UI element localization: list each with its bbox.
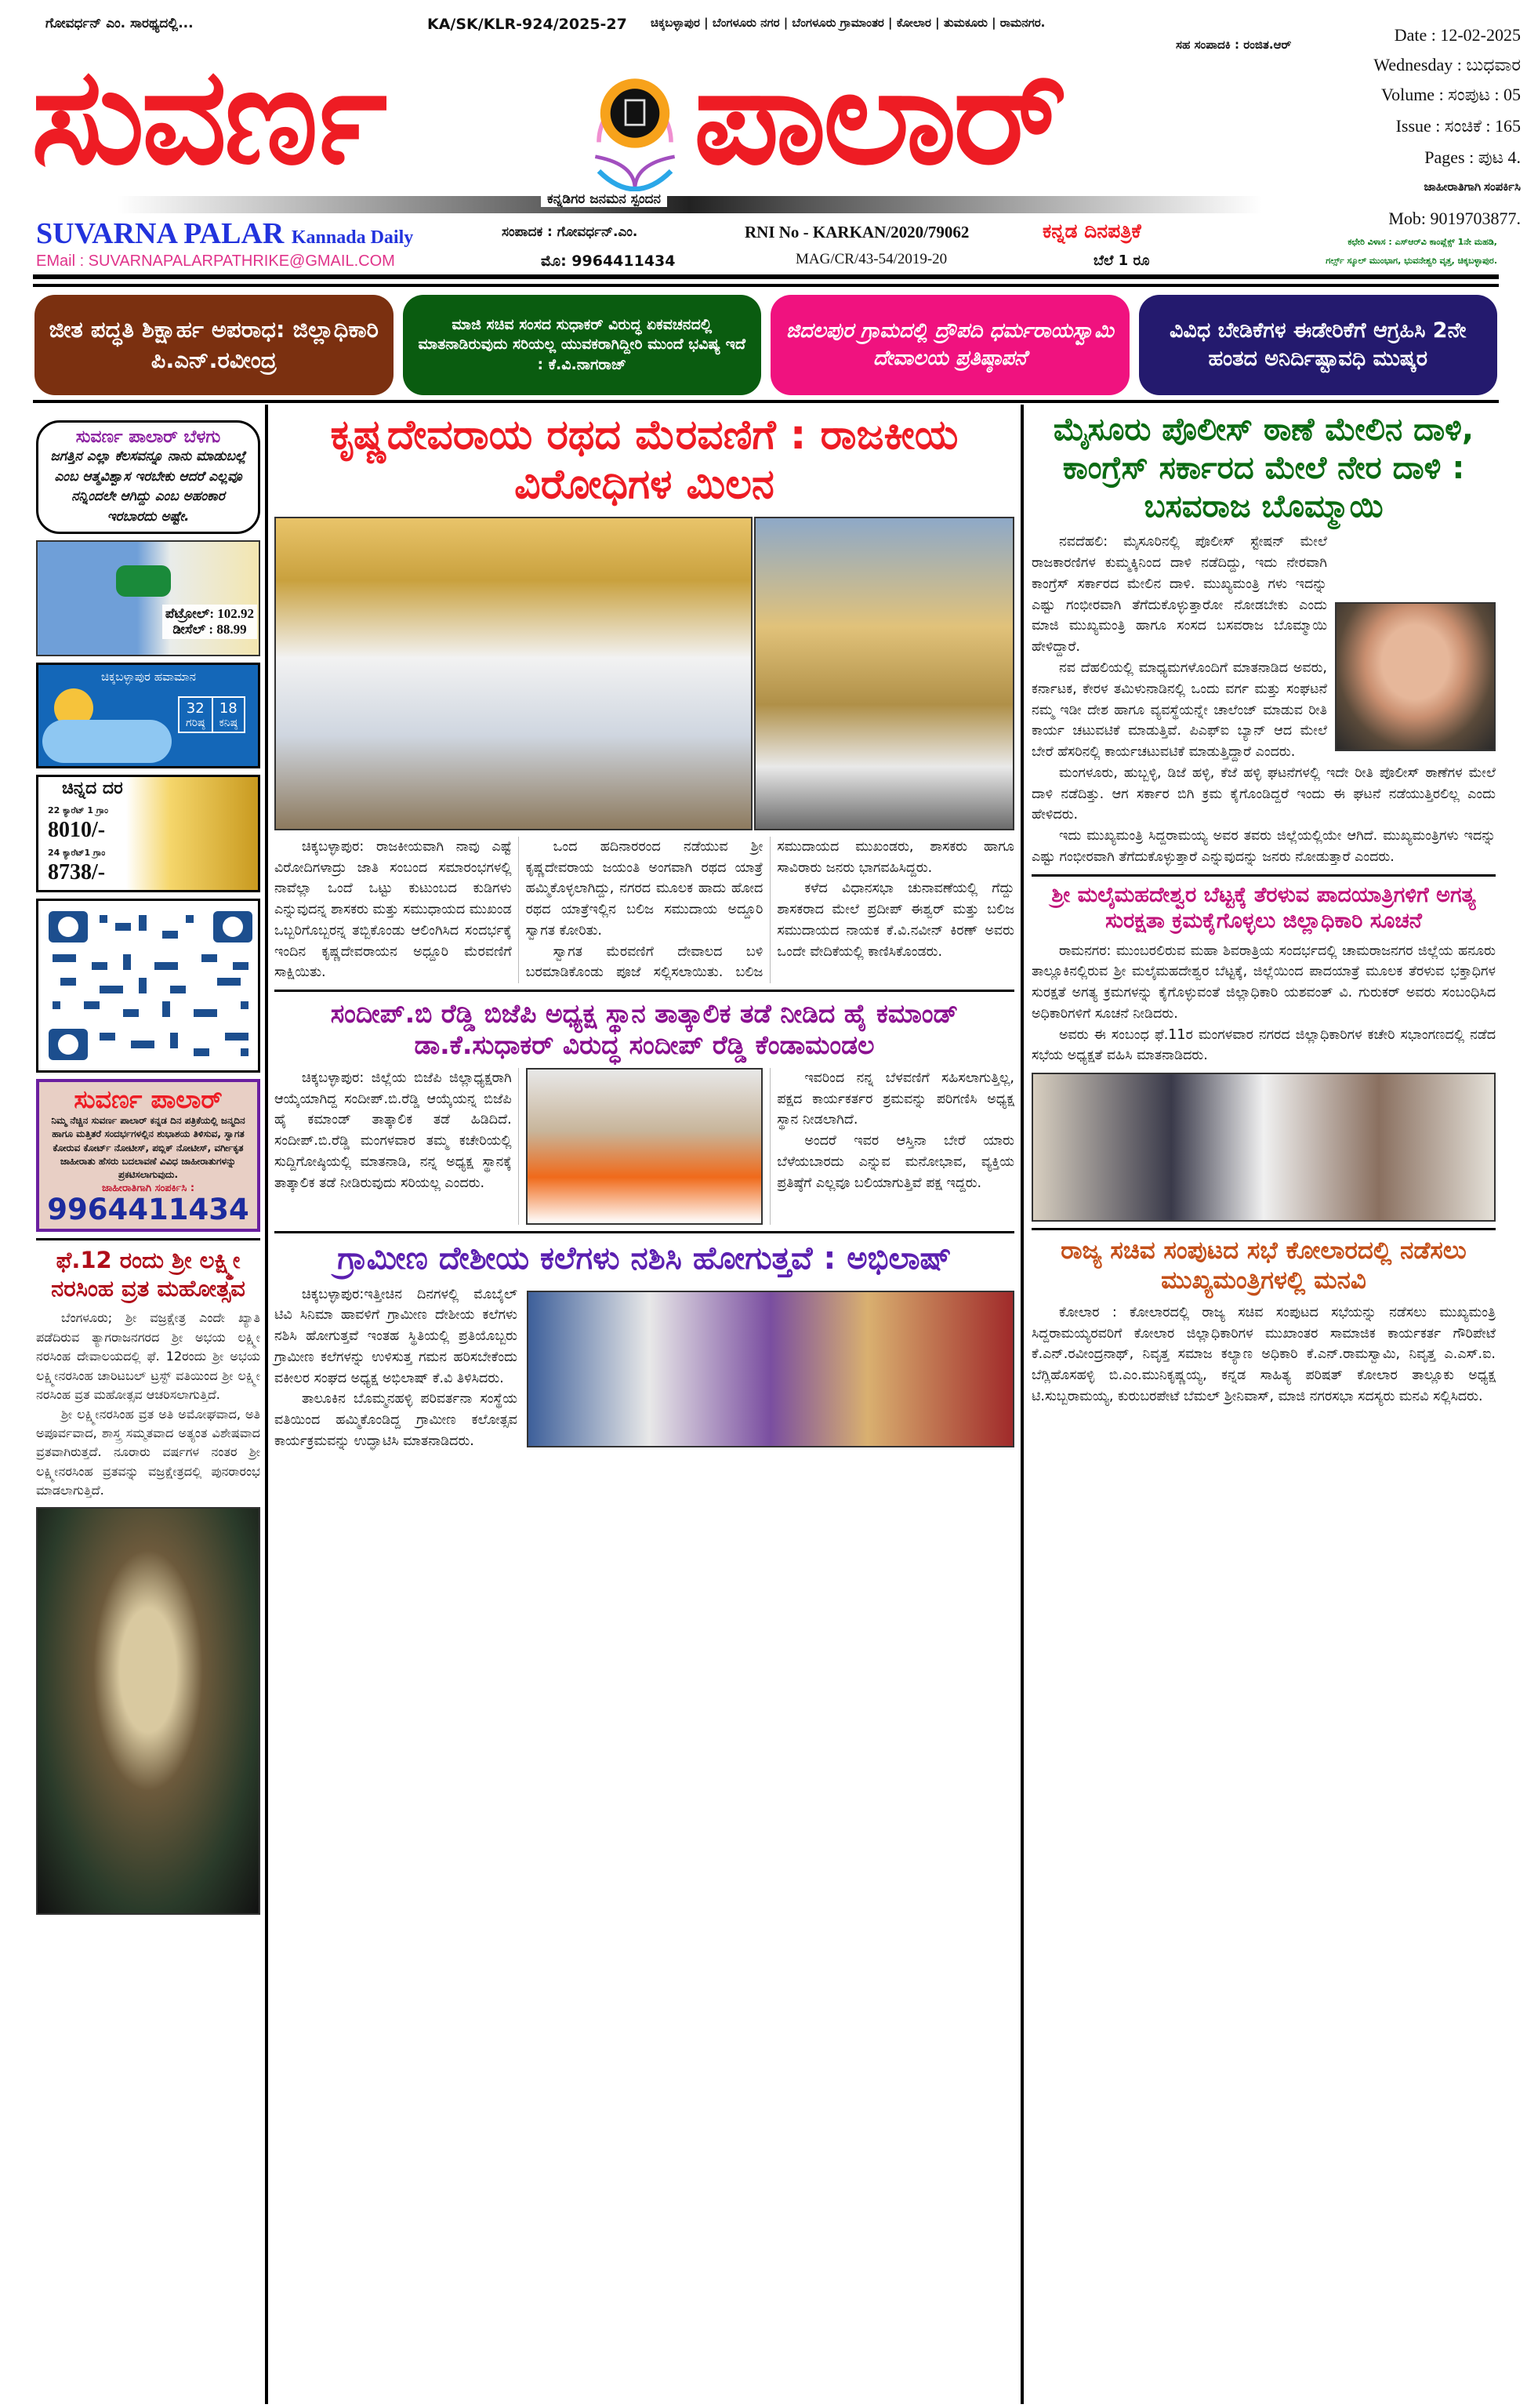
districts-line: ಚಿಕ್ಕಬಳ್ಳಾಪುರ | ಬೆಂಗಳೂರು ನಗರ | ಬೆಂಗಳೂರು ಗ್ರಾಮಾಂತರ | ಕೋಲಾರ | ತುಮಕೂರು | ರಾಮನಗರ. xyxy=(651,16,1046,30)
bommai-paragraph: ಮಂಗಳೂರು, ಹುಬ್ಬಳ್ಳಿ, ಡಿಜೆ ಹಳ್ಳಿ, ಕೆಜೆ ಹಳ್ಳಿ ಘಟನೆಗಳಲ್ಲಿ ಇದೇ ರೀತಿ ಪೊಲೀಸ್ ಠಾಣೆಗಳ ಮೇಲೆ ದಾಳಿ ನಡೆದಿತ್ತು. ಆಗ ಸರ್ಕಾರ ಬಿಗಿ ಕ್ರಮ ಕೈಗೊಂಡಿದ್ದರೆ ಇಂದು ಈ ಘಟನೆ ನಡೆಯುತ್ತಿರಲಿಲ್ಲ ಎಂದು ಹೇಳಿದರು. xyxy=(1032,765,1496,823)
sandeep-paragraph: ಇವರಿಂದ ನನ್ನ ಬೆಳವಣಿಗೆ ಸಹಿಸಲಾಗುತ್ತಿಲ್ಲ, ಪಕ್ಷದ ಕಾರ್ಯಕರ್ತರ ಶ್ರಮವನ್ನು ಪರಿಗಣಿಸಿ ಅಧ್ಯಕ್ಷ ಸ್ಥಾನ ನೀಡಲಾಗಿದೆ. xyxy=(777,1070,1014,1128)
registration-number: KA/SK/KLR-924/2025-27 xyxy=(427,16,627,33)
tagline-bar xyxy=(118,196,1262,213)
ad-contact-label: ಜಾಹೀರಾತಿಗಾಗಿ ಸಂಪರ್ಕಿಸಿ : xyxy=(101,1182,195,1194)
co-editor: ಸಹ ಸಂಪಾದಕಿ : ರಂಜಿತ.ಆರ್ xyxy=(1176,38,1292,52)
sandeep-paragraph: ಅಂದರೆ ಇವರ ಆಸ್ತಿನಾ ಬೇರೆ ಯಾರು ಬೆಳೆಯಬಾರದು ಎನ್ನುವ ಮನೋಭಾವ, ವ್ಯಕ್ತಿಯ ಪ್ರತಿಷ್ಠೆಗೆ ಎಲ್ಲವೂ ಬಲಿಯಾಗುತ್ತಿವೆ ಪಕ್ಷ ಇದ್ದರು. xyxy=(777,1133,1014,1191)
lead-paragraph: ಕಳೆದ ವಿಧಾನಸಭಾ ಚುನಾವಣೆಯಲ್ಲಿ ಗೆದ್ದು ಶಾಸಕರಾದ ಮೇಲೆ ಪ್ರದೀಪ್ ಈಶ್ವರ್ ಮತ್ತು ಬಲಿಜ ಸಮುದಾಯದ ನಾಯಕ ಕೆ.ವಿ.ನವೀನ್ ಕಿರಣ್ ಅವರು ಒಂದೇ ವೇದಿಕೆಯಲ್ಲಿ ಕಾಣಿಸಿಕೊಂಡರು. xyxy=(777,881,1014,960)
gold-price-box xyxy=(36,775,260,892)
meeting-photo xyxy=(1032,1073,1496,1222)
teaser-rule xyxy=(33,400,1499,403)
columnist-line: ಗೋವರ್ಧನ್ ಎಂ. ಸಾರಥ್ಯದಲ್ಲಿ... xyxy=(45,16,194,31)
fuel-price-box xyxy=(36,540,260,656)
gramina-paragraph: ಚಿಕ್ಕಬಳ್ಳಾಪುರ:ಇತ್ತೀಚಿನ ದಿನಗಳಲ್ಲಿ ಮೊಬೈಲ್ ಟಿವಿ ಸಿನಿಮಾ ಹಾವಳಿಗೆ ಗ್ರಾಮೀಣ ದೇಶೀಯ ಕಲೆಗಳು ನಶಿಸಿ ಹೋಗುತ್ತವೆ ಇಂತಹ ಸ್ಥಿತಿಯಲ್ಲಿ ಪ್ರತಿಯೊಬ್ಬರು ಗ್ರಾಮೀಣ ಕಲೆಗಳನ್ನು ಉಳಿಸುತ್ತ ಗಮನ ಹರಿಸಬೇಕೆಂದು ವಕೀಲರ ಸಂಘದ ಅಧ್ಯಕ್ಷ ಅಭಿಲಾಷ್ ಕೆ.ವಿ ತಿಳಿಸಿದರು. xyxy=(274,1286,517,1386)
price: ಬೆಲೆ 1 ರೂ xyxy=(1094,252,1150,269)
english-subtitle: Kannada Daily xyxy=(291,227,414,248)
masthead-right: ಪಾಲಾರ್ xyxy=(694,39,1065,194)
thought-text: ಜಗತ್ತಿನ ಎಲ್ಲಾ ಕೆಲಸವನ್ನೂ ನಾನು ಮಾಡುಬಲ್ಲೆ ಎಂಬ ಆತ್ಮವಿಶ್ವಾಸ ಇರಬೇಕು ಆದರೆ ಎಲ್ಲವೂ ನನ್ನಿಂದಲೇ ಆಗಿದ್ದು ಎಂಬ ಅಹಂಕಾರ ಇರಬಾರದು ಅಷ್ಟೇ. xyxy=(50,449,246,525)
sidebar-rule xyxy=(36,1238,260,1240)
bommai-headline[interactable]: ಮೈಸೂರು ಪೊಲೀಸ್ ಠಾಣೆ ಮೇಲಿನ ದಾಳಿ, ಕಾಂಗ್ರೆಸ್ ಸರ್ಕಾರದ ಮೇಲೆ ನೇರ ದಾಳಿ : ಬಸವರಾಜ ಬೊಮ್ಮಾಯಿ xyxy=(1053,412,1474,525)
bommai-paragraph: ನವದೆಹಲಿ: ಮೈಸೂರಿನಲ್ಲಿ ಪೊಲೀಸ್ ಸ್ಟೇಷನ್ ಮೇಲೆ ರಾಜಕಾರಣಿಗಳ ಕುಮ್ಮಕ್ಕಿನಿಂದ ದಾಳಿ ನಡೆದಿದ್ದು, ಇದು ನೇರವಾಗಿ ಕಾಂಗ್ರೆಸ್ ಸರ್ಕಾರದ ಮೇಲಿನ ದಾಳಿ. ಮುಖ್ಯಮಂತ್ರಿ ಗಳು ಇದನ್ನು ಎಷ್ಟು ಗಂಭೀರವಾಗಿ ತೆಗೆದುಕೊಳ್ಳುತ್ತಾರೋ ನೋಡಬೇಕು ಎಂದು ಮಾಜಿ ಮುಖ್ಯಮಂತ್ರಿ ಹಾಗೂ ಸಂಸದ ಬಸವರಾಜ ಬೊಮ್ಮಾಯಿ ಹೇಳಿದ್ದಾರೆ. xyxy=(1032,534,1327,656)
advertisement-box xyxy=(36,1079,260,1232)
lead-paragraph: ಸ್ವಾಗತ ಮೆರವಣಿಗೆ ದೇವಾಲದ ಬಳಿ ಬರಮಾಡಿಕೊಂಡು ಪೂಜೆ ಸಲ್ಲಿಸಲಾಯಿತು. ಬಲಿಜ ಸಮುದಾಯದ ಮುಖಂಡರು, ಶಾಸಕರು ಹಾಗೂ ಸಾವಿರಾರು ಜನರು ಭಾಗವಹಿಸಿದ್ದರು. xyxy=(525,838,1014,981)
office-address-2: ಗರ್ಲ್ಸ್ ಸ್ಕೂಲ್ ಮುಂಭಾಗ, ಭುವನೇಶ್ವರಿ ವೃತ್ತ, ಚಿಕ್ಕಬಳ್ಳಾಪುರ. xyxy=(1326,256,1497,266)
weather-title: ಚಿಕ್ಕಬಳ್ಳಾಪುರ ಹವಾಮಾನ xyxy=(101,670,196,684)
left-sidebar xyxy=(33,405,268,2404)
issue-date: Date : 12-02-2025 xyxy=(1394,25,1521,45)
masthead-left: ಸುವರ್ಣ xyxy=(31,39,385,194)
gold-title: ಚಿನ್ನದ ದರ xyxy=(62,779,123,798)
editor-phone: ಮೊ: 9964411434 xyxy=(541,252,676,270)
gold24-price: 8738/- xyxy=(48,860,106,884)
volume: Volume : ಸಂಪುಟ : 05 xyxy=(1381,85,1521,104)
max-label: ಗರಿಷ್ಠ xyxy=(186,717,205,729)
english-name: SUVARNA PALAR xyxy=(36,217,285,250)
rajya-paragraph: ಕೋಲಾರ : ಕೋಲಾರದಲ್ಲಿ ರಾಜ್ಯ ಸಚಿವ ಸಂಪುಟದ ಸಭೆಯನ್ನು ನಡೆಸಲು ಮುಖ್ಯಮಂತ್ರಿ ಸಿದ್ದರಾಮಯ್ಯರವರಿಗೆ ಕೋಲಾರ ಜಿಲ್ಲಾಧಿಕಾರಿಗಳ ಮುಖಾಂತರ ಸಾಮಾಜಿಕ ಕಾರ್ಯಕರ್ತ ಗೌರಿಪೇಟೆ ಕೆ.ಎನ್.ರವೀಂದ್ರನಾಥ್, ನಿವೃತ್ತ ಸಮಾಜ ಕಲ್ಯಾಣ ಅಧಿಕಾರಿ ಕೆ.ಎನ್.ರಾಮಸ್ವಾಮಿ, ನಿವೃತ್ತ ಎ.ಎಸ್.ಐ. ಬೆಗ್ಲಿಹೊಸಹಳ್ಳಿ ಬಿ.ಎಂ.ಮುನಿಕೃಷ್ಣಯ್ಯ, ಕನ್ನಡ ಸಾಹಿತ್ಯ ಪರಿಷತ್ ಕೋಲಾರ ತಾಲ್ಲೂಕು ಅಧ್ಯಕ್ಷ ಟಿ.ಸುಬ್ಬರಾಮಯ್ಯ, ಕುರುಬರಪೇಟೆ ಬೆಮಲ್ ಶ್ರೀನಿವಾಸ್, ಮಾಜಿ ನಗರಸಭಾ ಸದಸ್ಯರು ಮನವಿ ಸಲ್ಲಿಸಿದರು. xyxy=(1032,1304,1496,1404)
teaser-box[interactable]: ಜಿದಲಪುರ ಗ್ರಾಮದಲ್ಲಿ ದ್ರೌಪದಿ ಧರ್ಮರಾಯಸ್ವಾಮಿ ದೇವಾಲಯ ಪ್ರತಿಷ್ಠಾಪನೆ xyxy=(771,295,1130,395)
rni-number: RNI No - KARKAN/2020/79062 xyxy=(745,223,970,242)
article-rule xyxy=(274,1231,1014,1233)
email-link[interactable]: EMail : SUVARNAPALARPATHRIKE@GMAIL.COM xyxy=(36,252,395,270)
bommai-paragraph: ಇದು ಮುಖ್ಯಮಂತ್ರಿ ಸಿದ್ದರಾಮಯ್ಯ ಅವರ ತವರು ಜಿಲ್ಲೆಯಲ್ಲಿಯೇ ಆಗಿದೆ. ಮುಖ್ಯಮಂತ್ರಿಗಳು ಇದನ್ನು ಎಷ್ಟು ಗಂಭೀರವಾಗಿ ತೆಗೆದುಕೊಳ್ಳುತ್ತಾರೆ ಎನ್ನುವುದನ್ನು ಜನರು ನೋಡುತ್ತಾರೆ ಎಂದರು. xyxy=(1032,828,1496,865)
cloud-icon xyxy=(42,720,172,763)
english-title xyxy=(36,216,413,251)
mobile-number: Mob: 9019703877. xyxy=(1388,209,1521,228)
teaser-box[interactable]: ಮಾಜಿ ಸಚಿವ ಸಂಸದ ಸುಧಾಕರ್ ವಿರುದ್ಧ ಏಕವಚನದಲ್ಲಿ ಮಾತನಾಡಿರುವುದು ಸರಿಯಲ್ಲ ಯುವಕರಾಗಿದ್ದೀರಿ ಮುಂದೆ ಭವಿಷ್ಯ ಇದೆ : ಕೆ.ವಿ.ನಾಗರಾಜ್ xyxy=(403,295,762,395)
article-rule xyxy=(1032,1228,1496,1230)
procession-photo-2 xyxy=(754,517,1014,830)
gold22-label: 22 ಕ್ಯಾರೆಟ್ 1 ಗ್ರಾಂ xyxy=(48,805,109,815)
article-rule xyxy=(274,990,1014,992)
sandeep-photo xyxy=(526,1068,764,1225)
ad-text: ನಿಮ್ಮ ನೆಚ್ಚಿನ ಸುವರ್ಣ ಪಾಲಾರ್ ಕನ್ನಡ ದಿನ ಪತ್ರಿಕೆಯಲ್ಲಿ ಜನ್ಮದಿನ ಹಾಗೂ ಮತ್ತಿತರೆ ಸಂದರ್ಭಗಳಲ್ಲಿನ ಶುಭಾಶಯ ತಿಳಿಸುವ, ಸ್ವಾಗತ ಕೋರುವ ಕೋರ್ಟ್ ನೋಟೀಸ್, ಪಬ್ಲಿಕ್ ನೋಟೀಸ್, ವರ್ಗೀಕೃತ ಜಾಹೀರಾತು ಹೆಸರು ಬದಲಾವಣೆ ವಿವಿಧ ಜಾಹೀರಾತುಗಳನ್ನು ಪ್ರಕಟಿಸಲಾಗುವುದು. xyxy=(51,1114,245,1181)
header-rule xyxy=(33,284,1499,287)
bommai-paragraph: ನವ ದೆಹಲಿಯಲ್ಲಿ ಮಾಧ್ಯಮಗಳೊಂದಿಗೆ ಮಾತನಾಡಿದ ಅವರು, ಕರ್ನಾಟಕ, ಕೇರಳ ತಮಿಳುನಾಡಿನಲ್ಲಿ ಒಂದು ವರ್ಗ ಮತ್ತು ಸಂಘಟನೆ ನಮ್ಮ ಇಡೀ ದೇಶ ಹಾಗೂ ವ್ಯವಸ್ಥೆಯನ್ನೇ ಚಾಲೆಂಜ್ ಮಾಡುವ ರೀತಿ ಕಾರ್ಯ ಚಟುವಟಿಕೆ ಮಾಡುತ್ತಿವೆ. ಪಿಎಫ್ಐ ಬ್ಯಾನ್ ಆದ ಮೇಲೆ ಬೇರೆ ಹೆಸರಿನಲ್ಲಿ ಕಾರ್ಯಚಟುವಟಿಕೆ ಮಾಡುತ್ತಿದ್ದಾರೆ ಎಂದರು. xyxy=(1032,659,1327,761)
editor-name: ಸಂಪಾದಕ : ಗೋವರ್ಧನ್.ಎಂ. xyxy=(502,224,638,240)
malle-paragraph: ರಾಮನಗರ: ಮುಂಬರಲಿರುವ ಮಹಾ ಶಿವರಾತ್ರಿಯ ಸಂದರ್ಭದಲ್ಲಿ ಚಾಮರಾಜನಗರ ಜಿಲ್ಲೆಯ ಹನೂರು ತಾಲ್ಲೂಕಿನಲ್ಲಿರುವ ಶ್ರೀ ಮಲೈಮಹದೇಶ್ವರ ಬೆಟ್ಟಕ್ಕೆ, ಜಿಲ್ಲೆಯಿಂದ ಪಾದಯಾತ್ರೆ ಮೂಲಕ ತೆರಳುವ ಭಕ್ತಾಧಿಗಳ ಸುರಕ್ಷತೆ ಅಗತ್ಯ ಕ್ರಮಗಳನ್ನು ಕೈಗೊಳ್ಳುವಂತೆ ಜಿಲ್ಲಾಧಿಕಾರಿ ಯಶವಂತ್ ವಿ. ಗುರುಕರ್ ಅವರು ಸಂಬಂಧಿಸಿದ ಅಧಿಕಾರಿಗಳಿಗೆ ಸೂಚನೆ ನೀಡಿದರು. xyxy=(1032,942,1496,1022)
lead-headline[interactable]: ಕೃಷ್ಣದೇವರಾಯ ರಥದ ಮೆರವಣಿಗೆ : ರಾಜಕೀಯ ವಿರೋಧಿಗಳ ಮಿಲನ xyxy=(330,412,959,509)
mag-number: MAG/CR/43-54/2019-20 xyxy=(796,251,948,267)
teaser-row xyxy=(33,292,1499,398)
teaser-box[interactable]: ವಿವಿಧ ಬೇಡಿಕೆಗಳ ಈಡೇರಿಕೆಗೆ ಆಗ್ರಹಿಸಿ 2ನೇ ಹಂತದ ಅನಿರ್ದಿಷ್ಟಾವಧಿ ಮುಷ್ಕರ xyxy=(1139,295,1498,395)
max-temp: 32 xyxy=(186,700,205,717)
tagline: ಕನ್ನಡಿಗರ ಜನಮನ ಸ್ಪಂದನ xyxy=(541,191,667,207)
procession-photo-1 xyxy=(274,517,753,830)
deity-photo xyxy=(36,1507,260,1915)
teaser-box[interactable]: ಜೀತ ಪದ್ಧತಿ ಶಿಕ್ಷಾರ್ಹ ಅಪರಾಧ: ಜಿಲ್ಲಾಧಿಕಾರಿ ಪಿ.ಎನ್.ರವೀಂದ್ರ xyxy=(34,295,394,395)
right-column xyxy=(1024,405,1499,1415)
sidebar-story-paragraph: ಬೆಂಗಳೂರು; ಶ್ರೀ ವಜ್ರಕ್ಷೇತ್ರ ಎಂದೇ ಖ್ಯಾತಿ ಪಡೆದಿರುವ ತ್ಯಾಗರಾಜನಗರದ ಶ್ರೀ ಅಭಯ ಲಕ್ಷ್ಮೀ ನರಸಿಂಹ ದೇವಾಲಯದಲ್ಲಿ ಫೆ. 12ರಂದು ಶ್ರೀ ಅಭಯ ಲಕ್ಷ್ಮೀನರಸಿಂಹ ಚಾರಿಟಬಲ್ ಟ್ರಸ್ಟ್ ವತಿಯಿಂದ ಶ್ರೀ ಲಕ್ಷ್ಮೀ ನರಸಿಂಹ ವ್ರತ ಮಹೋತ್ಸವ ಆಚರಿಸಲಾಗುತ್ತಿದೆ. xyxy=(36,1310,260,1403)
fuel-nozzle-icon xyxy=(116,565,171,597)
page-count: Pages : ಪುಟ 4. xyxy=(1424,147,1521,167)
thought-title: ಸುವರ್ಣ ಪಾಲಾರ್ ಬೆಳಗು xyxy=(75,427,221,447)
gramina-headline[interactable]: ಗ್ರಾಮೀಣ ದೇಶೀಯ ಕಲೆಗಳು ನಶಿಸಿ ಹೋಗುತ್ತವೆ : ಅಭಿಲಾಷ್ xyxy=(337,1240,952,1277)
min-temp: 18 xyxy=(219,700,238,717)
article-rule xyxy=(1032,874,1496,877)
kannada-daily: ಕನ್ನಡ ದಿನಪತ್ರಿಕೆ xyxy=(1043,220,1141,242)
malle-headline[interactable]: ಶ್ರೀ ಮಲೈಮಹದೇಶ್ವರ ಬೆಟ್ಟಕ್ಕೆ ತೆರಳುವ ಪಾದಯಾತ್ರಿಗಳಿಗೆ ಅಗತ್ಯ ಸುರಕ್ಷತಾ ಕ್ರಮಕೈಗೊಳ್ಳಲು ಜಿಲ್ಲಾಧಿಕಾರಿ ಸೂಚನೆ xyxy=(1051,882,1476,933)
gramina-photo xyxy=(527,1291,1014,1447)
petrol-price: ಪೆಟ್ರೋಲ್: 102.92 xyxy=(165,606,254,621)
diesel-price: ಡೀಸೆಲ್ : 88.99 xyxy=(172,622,247,637)
malle-paragraph: ಅವರು ಈ ಸಂಬಂಧ ಫೆ.11ರ ಮಂಗಳವಾರ ನಗರದ ಜಿಲ್ಲಾಧಿಕಾರಿಗಳ ಕಚೇರಿ ಸಭಾಂಗಣದಲ್ಲಿ ನಡೆದ ಸಭೆಯ ಅಧ್ಯಕ್ಷತೆ ವಹಿಸಿ ಮಾತನಾಡಿದರು. xyxy=(1032,1026,1496,1064)
ad-phone[interactable]: 9964411434 xyxy=(47,1192,249,1226)
sandeep-headline[interactable]: ಸಂದೀಪ್.ಬಿ ರೆಡ್ಡಿ ಬಿಜೆಪಿ ಅಧ್ಯಕ್ಷ ಸ್ಥಾನ ತಾತ್ಕಾಲಿಕ ತಡೆ ನೀಡಿದ ಹೈ ಕಮಾಂಡ್ ಡಾ.ಕೆ.ಸುಧಾಕರ್ ವಿರುದ್ಧ ಸಂದೀಪ್ ರೆಡ್ಡಿ ಕೆಂಡಾಮಂಡಲ xyxy=(330,998,959,1061)
ad-title: ಸುವರ್ಣ ಪಾಲಾರ್ xyxy=(74,1084,223,1114)
qr-code[interactable] xyxy=(36,899,260,1073)
weather-box xyxy=(36,663,260,768)
sandeep-paragraph: ಚಿಕ್ಕಬಳ್ಳಾಪುರ: ಜಿಲ್ಲೆಯ ಬಿಜೆಪಿ ಜಿಲ್ಲಾಧ್ಯಕ್ಷರಾಗಿ ಆಯ್ಕೆಯಾಗಿದ್ದ ಸಂದೀಪ್.ಬಿ.ರೆಡ್ಡಿ ಆಯ್ಕೆಯನ್ನ ಬಿಜೆಪಿ ಹೈ ಕಮಾಂಡ್ ತಾತ್ಕಾಲಿಕ ತಡೆ ಹಿಡಿದಿದೆ. ಸಂದೀಪ್.ಬಿ.ರೆಡ್ಡಿ ಮಂಗಳವಾರ ತಮ್ಮ ಕಚೇರಿಯಲ್ಲಿ ಸುದ್ದಿಗೋಷ್ಠಿಯಲ್ಲಿ ಮಾತನಾಡಿ, ನನ್ನ ಅಧ್ಯಕ್ಷ ಸ್ಥಾನಕ್ಕೆ ತಾತ್ಕಾಲಿಕ ತಡೆ ನೀಡಿರುವುದು ಸರಿಯಲ್ಲ ಎಂದರು. xyxy=(274,1070,512,1191)
lead-paragraph: ಒಂದ ಹದಿನಾರರಂದ ನಡೆಯುವ ಶ್ರೀ ಕೃಷ್ಣದೇವರಾಯ ಜಯಂತಿ ಅಂಗವಾಗಿ ರಥದ ಯಾತ್ರೆ ಹಮ್ಮಿಕೊಳ್ಳಲಾಗಿದ್ದು, ನಗರದ ಮೂಲಕ ಹಾದು ಹೋದ ರಥದ ಯಾತ್ರೆಇಲ್ಲಿನ ಬಲಿಜ ಸಮುದಾಯ ಅದ್ದೂರಿ ಸ್ವಾಗತ ಕೋರಿತು. xyxy=(525,838,764,939)
office-address-1: ಕಛೇರಿ ವಿಳಾಸ : ಎಸ್‌ಆರ್‌ವಿ ಕಾಂಪ್ಲೆಕ್ಸ್ 1ನೇ ಮಹಡಿ, xyxy=(1347,237,1497,247)
gramina-paragraph: ತಾಲೂಕಿನ ಬೊಮ್ಮನಹಳ್ಳಿ ಪರಿವರ್ತನಾ ಸಂಸ್ಥೆಯ ವತಿಯಿಂದ ಹಮ್ಮಿಕೊಂಡಿದ್ದ ಗ್ರಾಮೀಣ ಕಲೋತ್ಸವ ಕಾರ್ಯಕ್ರಮವನ್ನು ಉದ್ಘಾಟಿಸಿ ಮಾತನಾಡಿದರು. xyxy=(274,1391,517,1449)
min-label: ಕನಿಷ್ಠ xyxy=(219,717,238,729)
gold24-label: 24 ಕ್ಯಾರೆಟ್1 ಗ್ರಾಂ xyxy=(48,848,106,858)
bommai-photo xyxy=(1335,602,1496,751)
issue-day: Wednesday : ಬುಧವಾರ xyxy=(1373,55,1521,74)
ad-contact-label: ಜಾಹೀರಾತಿಗಾಗಿ ಸಂಪರ್ಕಿಸಿ xyxy=(1424,181,1521,194)
sidebar-story-paragraph: ಶ್ರೀ ಲಕ್ಷ್ಮೀನರಸಿಂಹ ವ್ರತ ಅತಿ ಅಮೋಘವಾದ, ಅತಿ ಅಪೂರ್ವವಾದ, ಶಾಸ್ತ್ರ ಸಮ್ಮತವಾದ ಅತ್ಯಂತ ವಿಶೇಷವಾದ ವ್ರತವಾಗಿರುತ್ತದೆ. ನೂರಾರು ವರ್ಷಗಳ ನಂತರ ಶ್ರೀ ಲಕ್ಷ್ಮೀನರಸಿಂಹ ವ್ರತವನ್ನು ವಜ್ರಕ್ಷೇತ್ರದಲ್ಲಿ ಪುನರಾರಂಭ ಮಾಡಲಾಗುತ್ತಿದೆ. xyxy=(36,1406,260,1498)
header-rule xyxy=(33,274,1499,279)
thought-box xyxy=(36,420,260,534)
newspaper-logo xyxy=(584,63,686,200)
rajya-headline[interactable]: ರಾಜ್ಯ ಸಚಿವ ಸಂಪುಟದ ಸಭೆ ಕೋಲಾರದಲ್ಲಿ ನಡೆಸಲು ಮುಖ್ಯಮಂತ್ರಿಗಳಲ್ಲಿ ಮನವಿ xyxy=(1061,1237,1467,1295)
lead-paragraph: ಚಿಕ್ಕಬಳ್ಳಾಪುರ: ರಾಜಕೀಯವಾಗಿ ನಾವು ಎಷ್ಟೆ ವಿರೋದಿಗಳಾದ್ರು ಜಾತಿ ಸಂಬಂದ ಸಮಾರಂಭಗಳಲ್ಲಿ ನಾವೆಲ್ಲಾ ಒಂದೆ ಒಟ್ಟು ಕುಟುಂಬದ ಕುಡಿಗಳು ಎನ್ನುವುದನ್ನ ಶಾಸಕರು ಮತ್ತು ಸಮುಧಾಯದ ಮುಖಂಡ ಒಬ್ಬರಿಗೊಬ್ಬರನ್ನ ತಬ್ಬಿಕೊಂಡು ಆಲಿಂಗಿಸಿದ ಸಂದರ್ಭಕ್ಕೆ ಇಂದಿನ ಕೃಷ್ಣದೇವರಾಯನ ಅಧ್ದೂರಿ ಮೆರವಣಿಗೆ ಸಾಕ್ಷಿಯಿತು. xyxy=(274,838,512,981)
issue-number: Issue : ಸಂಚಿಕೆ : 165 xyxy=(1395,116,1521,136)
sidebar-story-title: ಫೆ.12 ರಂದು ಶ್ರೀ ಲಕ್ಷ್ಮೀ ನರಸಿಂಹ ವ್ರತ ಮಹೋತ್ಸವ xyxy=(51,1247,245,1302)
middle-column xyxy=(268,405,1024,2404)
gold22-price: 8010/- xyxy=(48,818,106,842)
qr-code-icon xyxy=(45,907,256,1064)
